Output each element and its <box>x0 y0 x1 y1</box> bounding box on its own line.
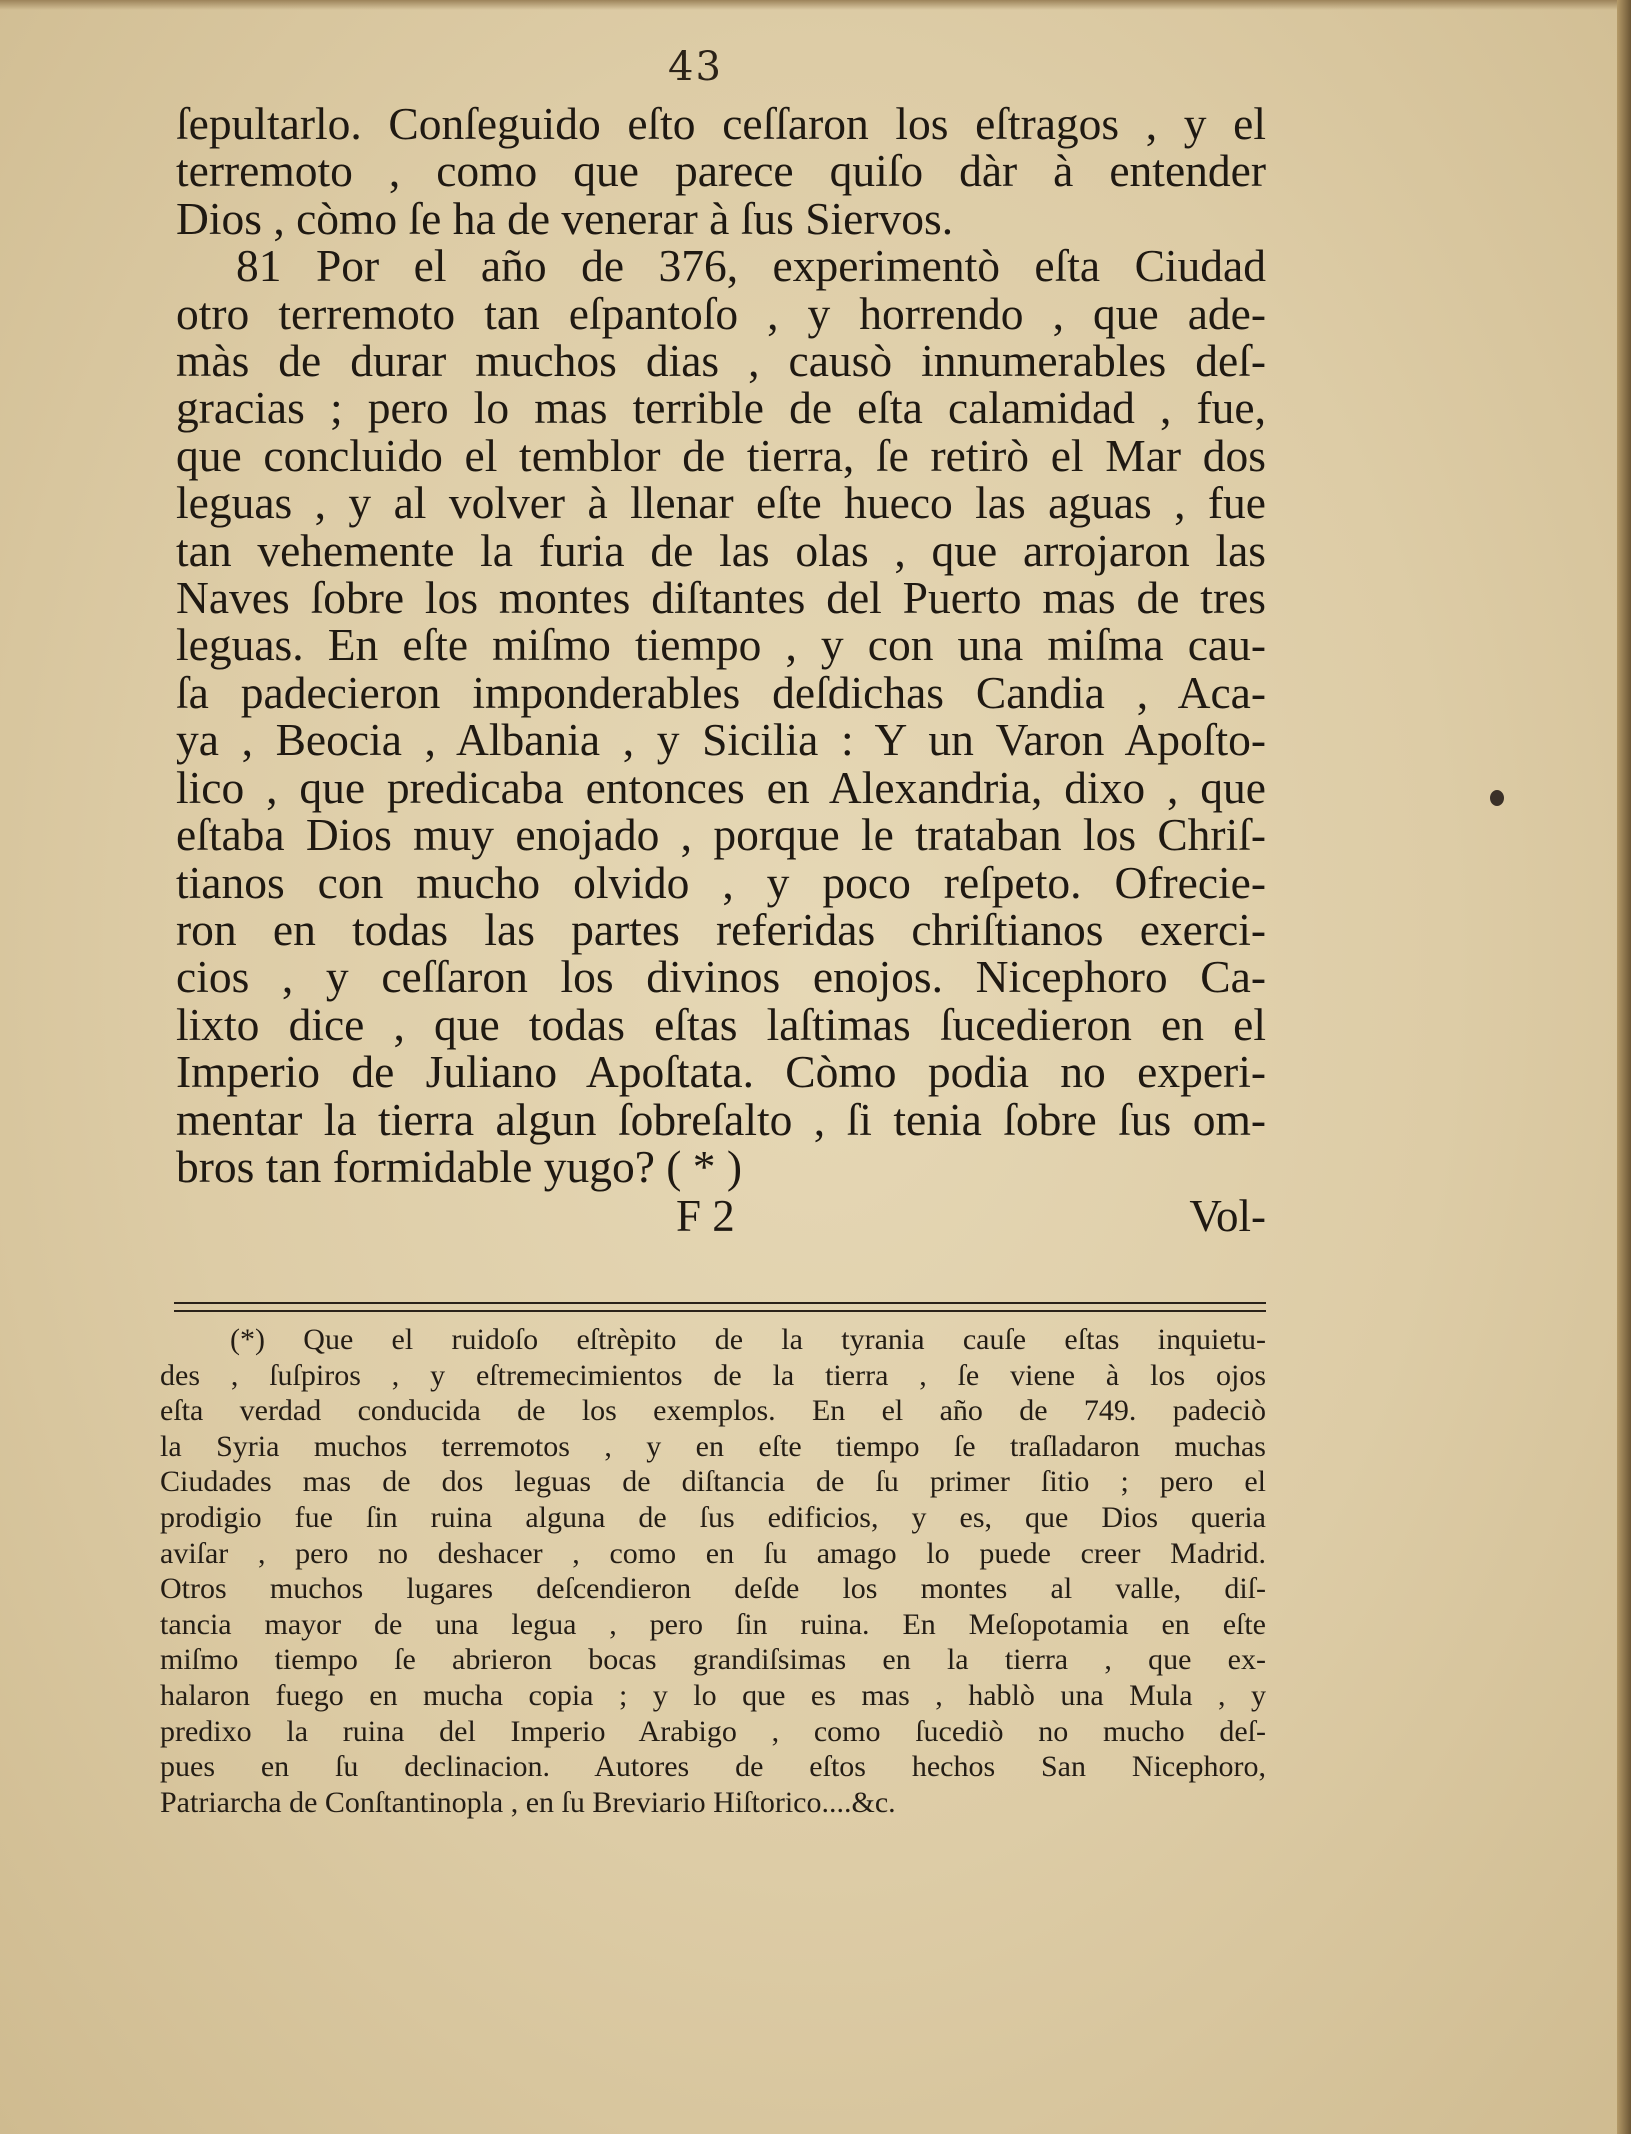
text-line: cios , y ceſſaron los divinos enojos. Nicephoro Ca- <box>176 951 1266 1003</box>
printer-signature-mark: F 2 <box>676 1191 735 1241</box>
footnote-line: aviſar , pero no deshacer , como en ſu amago lo puede creer Madrid. <box>160 1536 1266 1570</box>
footnote-divider <box>174 1302 1266 1312</box>
main-text <box>176 100 1266 1190</box>
text-line: tianos con mucho olvido , y poco reſpeto. Ofrecie- <box>176 856 1266 908</box>
footnote <box>160 1322 1266 1820</box>
text-line: Dios , còmo ſe ha de venerar à ſus Siervos. <box>176 192 954 244</box>
text-line: leguas. En eſte miſmo tiempo , y con una miſma cau- <box>176 619 1266 671</box>
footnote-line: eſta verdad conducida de los exemplos. En el año de 749. padeciò <box>160 1394 1266 1428</box>
text-line: terremoto , como que parece quiſo dàr à entender <box>176 145 1266 197</box>
text-line: que concluido el temblor de tierra, ſe retirò el Mar dos <box>176 429 1266 481</box>
footnote-line: prodigio fue ſin ruina alguna de ſus edificios, y es, que Dios queria <box>160 1500 1266 1534</box>
text-line: ron en todas las partes referidas chriſtianos exerci- <box>176 903 1266 955</box>
text-line: tan vehemente la furia de las olas , que arrojaron las <box>176 524 1266 576</box>
text-line: ya , Beocia , Albania , y Sicilia : Y un Varon Apoſto- <box>176 714 1266 766</box>
text-line: bros tan formidable yugo? ( * ) <box>176 1140 743 1192</box>
footnote-line: miſmo tiempo ſe abrieron bocas grandiſsimas en la tierra , que ex- <box>160 1643 1266 1677</box>
text-line: 81 Por el año de 376, experimentò eſta Ciudad <box>236 240 1266 292</box>
footnote-line: Patriarcha de Conſtantinopla , en ſu Breviario Hiſtorico....&c. <box>160 1785 896 1819</box>
text-line: lixto dice , que todas eſtas laſtimas ſucedieron en el <box>176 998 1266 1050</box>
text-line: ſepultarlo. Conſeguido eſto ceſſaron los eſtragos , y el <box>176 98 1266 149</box>
text-line: gracias ; pero lo mas terrible de eſta calamidad , fue, <box>176 382 1266 434</box>
signature-row <box>176 1190 1266 1242</box>
footnote-line: Ciudades mas de dos leguas de diſtancia de ſu primer ſitio ; pero el <box>160 1465 1266 1499</box>
page-number: 43 <box>668 44 723 90</box>
footnote-line: des , ſuſpiros , y eſtremecimientos de la tierra , ſe viene à los ojos <box>160 1358 1266 1392</box>
text-line: màs de durar muchos dias , causò innumerables deſ- <box>176 335 1266 387</box>
footnote-line: halaron fuego en mucha copia ; y lo que es mas , hablò una Mula , y <box>160 1678 1266 1712</box>
text-line: Naves ſobre los montes diſtantes del Puerto mas de tres <box>176 572 1266 624</box>
page-top-shadow <box>0 0 1631 10</box>
footnote-line: tancia mayor de una legua , pero ſin ruina. En Meſopotamia en eſte <box>160 1607 1266 1641</box>
text-line: Imperio de Juliano Apoſtata. Còmo podia no experi- <box>176 1046 1266 1098</box>
text-line: mentar la tierra algun ſobreſalto , ſi tenia ſobre ſus om- <box>176 1093 1266 1145</box>
text-line: leguas , y al volver à llenar eſte hueco las aguas , fue <box>176 477 1266 529</box>
footnote-line: pues en ſu declinacion. Autores de eſtos hechos San Nicephoro, <box>160 1750 1266 1784</box>
footnote-line: predixo la ruina del Imperio Arabigo , como ſucediò no mucho deſ- <box>160 1714 1266 1748</box>
page-right-edge <box>1617 0 1631 2134</box>
catchword: Vol- <box>1189 1191 1266 1241</box>
text-line: lico , que predicaba entonces en Alexandria, dixo , que <box>176 761 1266 813</box>
text-line: eſtaba Dios muy enojado , porque le trataban los Chriſ- <box>176 809 1266 861</box>
footnote-line: Otros muchos lugares deſcendieron deſde los montes al valle, diſ- <box>160 1572 1266 1606</box>
footnote-line: la Syria muchos terremotos , y en eſte tiempo ſe traſladaron muchas <box>160 1429 1266 1463</box>
ink-spot <box>1490 790 1504 806</box>
footnote-line: (*) Que el ruidoſo eſtrèpito de la tyrania cauſe eſtas inquietu- <box>230 1323 1266 1356</box>
text-line: otro terremoto tan eſpantoſo , y horrendo , que ade- <box>176 287 1266 339</box>
text-line: ſa padecieron imponderables deſdichas Candia , Aca- <box>176 666 1266 718</box>
